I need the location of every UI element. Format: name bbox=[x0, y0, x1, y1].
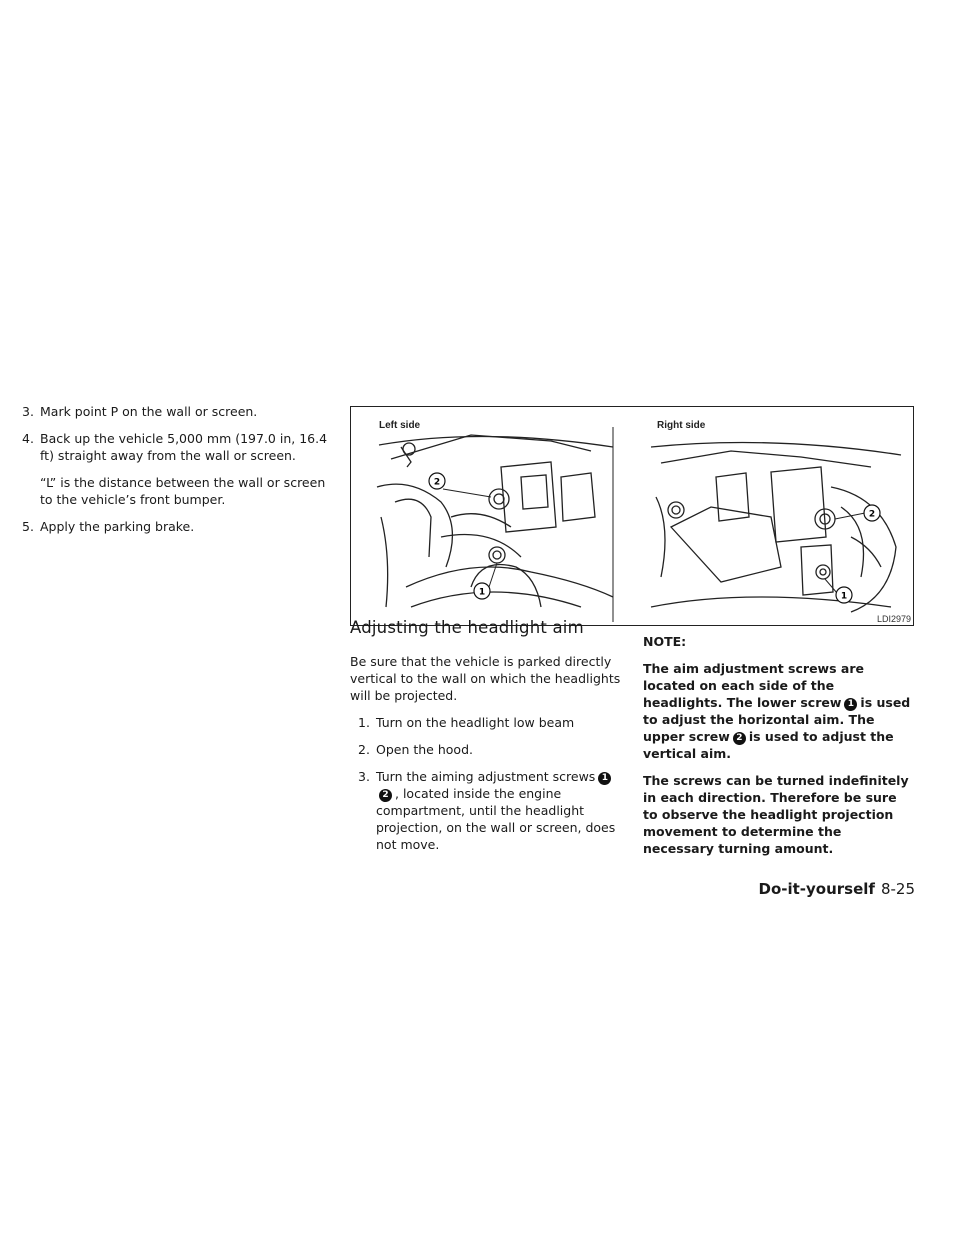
step-4: 4. Back up the vehicle 5,000 mm (197.0 in, 16.4 ft) straight away from the wall or screen. bbox=[22, 431, 328, 463]
headlight-figure bbox=[350, 406, 914, 626]
aim-step-1: 1. Turn on the headlight low beam bbox=[358, 715, 575, 730]
note-title: NOTE: bbox=[643, 634, 687, 649]
note-paragraph-2: The screws can be turned indefinitely in each direction. Therefore be sure to observe the headlight projection movement to determine the necessary turning amount. bbox=[643, 773, 909, 856]
page-footer bbox=[700, 880, 915, 898]
aim-step-3: 3. Turn the aiming adjustment screws 12 , located inside the engine compartment, until the headlight projection, on the wall or screen, does not move. bbox=[358, 769, 616, 852]
right-side-label: Right side bbox=[657, 420, 706, 431]
callout-2-left-text: 2 bbox=[433, 477, 441, 488]
section-intro: Be sure that the vehicle is parked directly vertical to the wall on which the headlights will be projected. bbox=[350, 654, 621, 703]
note-paragraph-1: The aim adjustment screws are located on each side of the headlights. The lower screw 1 is used to adjust the horizontal aim. The upper screw 2 is used to adjust the vertical aim. bbox=[643, 661, 911, 761]
middle-column bbox=[350, 617, 632, 863]
left-side-label: Left side bbox=[379, 420, 421, 431]
page-number: 8-25 bbox=[880, 880, 915, 898]
note-column bbox=[643, 633, 914, 867]
step-3: 3. Mark point P on the wall or screen. bbox=[22, 404, 258, 419]
left-column bbox=[22, 403, 328, 545]
step-4-note: “L” is the distance between the wall or screen to the vehicle’s front bumper. bbox=[40, 475, 326, 507]
screw-1-marker: 1 bbox=[598, 772, 611, 785]
section-heading: Adjusting the headlight aim bbox=[350, 618, 584, 637]
footer-section: Do-it-yourself bbox=[758, 880, 875, 898]
note-screw-1-marker: 1 bbox=[844, 698, 857, 711]
aim-step-2: 2. Open the hood. bbox=[358, 742, 473, 757]
screw-2-marker: 2 bbox=[379, 789, 392, 802]
note-screw-2-marker: 2 bbox=[733, 732, 746, 745]
figure-code: LDI2979 bbox=[876, 614, 911, 624]
callout-1-right-text: 1 bbox=[840, 591, 848, 602]
engine-illustration bbox=[351, 407, 914, 626]
callout-2-right-text: 2 bbox=[868, 509, 876, 520]
callout-1-left-text: 1 bbox=[478, 587, 486, 598]
step-5: 5. Apply the parking brake. bbox=[22, 519, 195, 534]
